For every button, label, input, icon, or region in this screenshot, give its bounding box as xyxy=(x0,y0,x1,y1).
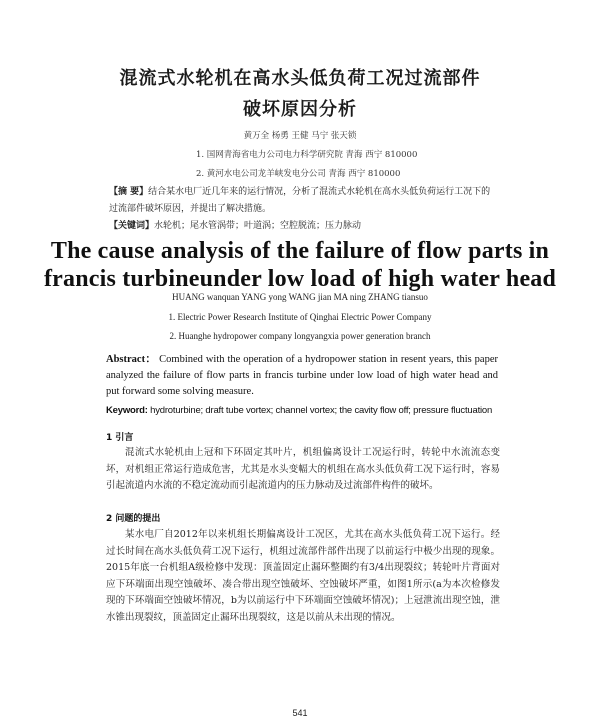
authors-cn: 黄万全 杨勇 王健 马宁 张天锁 xyxy=(243,131,357,141)
abstract-cn-text: 结合某水电厂近几年来的运行情况，分析了混流式水轮机在高水头低负荷运行工况下的过流部件破坏原因，并提出了解决措施。 xyxy=(109,187,491,214)
affiliation-en-1: 1. Electric Power Research Institute of Qinghai Electric Power Company xyxy=(168,312,432,322)
section2-paragraph: 某水电厂自2012年以来机组长期偏离设计工况区，尤其在高水头低负荷工况下运行。经过长时间在高水头低负荷工况下运行，机组过流部件部件出现了以前运行中极少出现的现象。2015年底一台机组A级检修中发现：顶盖固定止漏环整圈约有3/4出现裂纹；转轮叶片背面对应下环端面出现空蚀破坏、凑合带出现空蚀破坏、空蚀破坏严重，如图1所示(a为本次检修发现的下环端面空蚀破坏情况，b为以前运行中下环端面空蚀破坏情况)；上冠泄流出现空蚀，泄水锥出现裂纹，顶盖固定止漏环出现裂纹，这是以前从未出现的情况。 xyxy=(106,529,500,623)
authors-en: HUANG wanquan YANG yong WANG jian MA ning ZHANG tiansuo xyxy=(172,292,428,302)
title-en-line1: The cause analysis of the failure of flow parts in xyxy=(50,238,550,264)
affiliation-cn-1: 1. 国网青海省电力公司电力科学研究院 青海 西宁 810000 xyxy=(196,150,418,160)
keywords-en-label: Keyword: xyxy=(106,405,148,416)
affiliation-cn-2: 2. 黄河水电公司龙羊峡发电分公司 青海 西宁 810000 xyxy=(196,169,401,179)
section1-body xyxy=(106,445,500,495)
abstract-en-text: Combined with the operation of a hydropower station in resent years, this paper analyzed the failure of flow parts in francis turbine under low load of high water head and put forward some solving measure. xyxy=(106,354,499,397)
affiliation-en-2: 2. Huanghe hydropower company longyangxia power generation branch xyxy=(169,331,431,341)
keywords-cn-text: 水轮机；尾水管涡带；叶道涡；空腔脱流；压力脉动 xyxy=(154,221,362,231)
abstract-en-label: Abstract： xyxy=(106,354,157,365)
section2-body xyxy=(106,527,500,626)
keywords-en xyxy=(106,405,506,416)
abstract-en xyxy=(106,352,498,400)
section1-paragraph: 混流式水轮机由上冠和下环固定其叶片，机组偏离设计工况运行时，转轮中水流流态变坏，对机组正常运行造成危害，尤其是水头变幅大的机组在高水头低负荷工况下运行时，容易引起流道内水流的不稳定流动而引起流道内的压力脉动及过流部件构件的破坏。 xyxy=(106,447,500,491)
title-cn-line2: 破坏原因分析 xyxy=(243,99,357,120)
keywords-cn xyxy=(109,218,499,235)
abstract-cn-label: 【摘 要】 xyxy=(109,187,149,197)
title-en-line2: francis turbineunder low load of high water head xyxy=(43,266,557,292)
keywords-en-text: hydroturbine; draft tube vortex; channel vortex; the cavity flow off; pressure fluctuation xyxy=(147,405,493,416)
section2-heading: 2 问题的提出 xyxy=(106,514,161,524)
section1-heading: 1 引言 xyxy=(106,433,134,443)
keywords-cn-label: 【关键词】 xyxy=(109,221,155,231)
page-number: 541 xyxy=(292,708,308,718)
abstract-cn xyxy=(109,184,499,218)
title-cn-line1: 混流式水轮机在高水头低负荷工况过流部件 xyxy=(119,68,481,89)
